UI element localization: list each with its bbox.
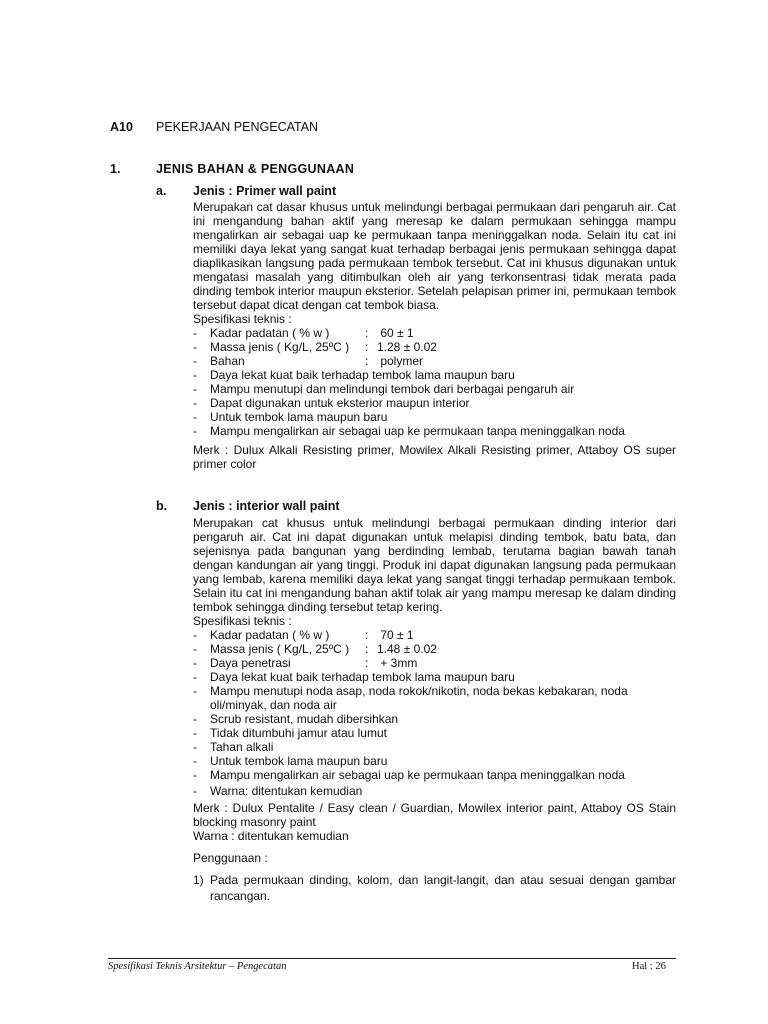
bullet-item: - Untuk tembok lama maupun baru	[193, 754, 388, 768]
bullet-item: - Daya lekat kuat baik terhadap tembok lama maupun baru	[193, 368, 515, 382]
part-a-spec-label: Spesifikasi teknis :	[193, 312, 292, 326]
spec-row: - Daya penetrasi : + 3mm	[193, 656, 418, 670]
section-title: PEKERJAAN PENGECATAN	[156, 120, 319, 134]
spec-row: - Kadar padatan ( % w ) : 60 ± 1	[193, 326, 414, 340]
section-code: A10	[110, 120, 133, 134]
bullet-item: - Daya lekat kuat baik terhadap tembok lama maupun baru	[193, 670, 515, 684]
part-b-spec-label: Spesifikasi teknis :	[193, 614, 292, 628]
footer-document-title: Spesifikasi Teknis Arsitektur – Pengecatan	[108, 961, 287, 972]
bullet-item: - Mampu mengalirkan air sebagai uap ke permukaan tanpa meninggalkan noda	[193, 424, 625, 438]
spec-row: - Kadar padatan ( % w ) : 70 ± 1	[193, 628, 414, 642]
spec-value: 70 ± 1	[377, 628, 414, 642]
part-b-title: Jenis : interior wall paint	[193, 499, 340, 513]
part-b-paragraph: Merupakan cat khusus untuk melindungi berbagai permukaan dinding interior dari pengaruh air. Cat ini dapat digunakan untuk melapisi dinding tembok, batu bata, dan sejenisnya pada bangunan yang berdinding lembab, terutama bagian bawah tanah dengan kandungan air yang tinggi. Produk ini dapat digunakan langsung pada permukaan yang lembab, karena memiliki daya lekat yang sangat tinggi terhadap permukaan tembok. Selain itu cat ini mengandung bahan aktif tolak air yang mampu meresap ke dalam dinding tembok sehingga dinding tersebut tetap kering.	[193, 516, 676, 614]
usage-item	[193, 872, 676, 904]
part-b-body	[193, 516, 676, 904]
spec-value: 60 ± 1	[377, 326, 414, 340]
bullet-item: - Tahan alkali	[193, 740, 274, 754]
bullet-item: - Tidak ditumbuhi jamur atau lumut	[193, 726, 387, 740]
footer-rule	[108, 958, 676, 959]
bullet-item: - Dapat digunakan untuk eksterior maupun interior	[193, 396, 470, 410]
spec-value: 1.48 ± 0.02	[377, 642, 437, 656]
spec-row: - Bahan : polymer	[193, 354, 424, 368]
part-b-warna: Warna : ditentukan kemudian	[193, 829, 349, 843]
spec-label: Bahan	[210, 354, 245, 368]
footer-page-number: Hal : 26	[632, 961, 666, 972]
spec-label: Kadar padatan ( % w )	[210, 326, 330, 340]
bullet-item: - Warna: ditentukan kemudian	[193, 784, 363, 798]
bullet-item: - Untuk tembok lama maupun baru	[193, 410, 388, 424]
heading-title: JENIS BAHAN & PENGGUNAAN	[156, 162, 355, 176]
heading-number: 1.	[110, 162, 121, 176]
bullet-item: - Mampu mengalirkan air sebagai uap ke permukaan tanpa meninggalkan noda	[193, 768, 625, 782]
spec-label: Daya penetrasi	[210, 656, 291, 670]
spec-value: + 3mm	[377, 656, 418, 670]
usage-label: Penggunaan :	[193, 851, 268, 865]
usage-number: 1)	[193, 873, 204, 887]
spec-label: Massa jenis ( Kg/L, 25ºC )	[210, 642, 350, 656]
usage-text: Pada permukaan dinding, kolom, dan langit-langit, dan atau sesuai dengan gambar rancangan.	[210, 873, 676, 903]
part-a-letter: a.	[156, 184, 167, 198]
spec-value: 1.28 ± 0.02	[377, 340, 437, 354]
spec-label: Massa jenis ( Kg/L, 25ºC )	[210, 340, 350, 354]
spec-value: polymer	[377, 354, 424, 368]
bullet-item: - Mampu menutupi noda asap, noda rokok/nikotin, noda bekas kebakaran, noda oli/minyak, dan noda air	[193, 684, 628, 712]
spec-label: Kadar padatan ( % w )	[210, 628, 330, 642]
part-a-body	[193, 200, 676, 471]
spec-row: - Massa jenis ( Kg/L, 25ºC ) : 1.28 ± 0.02	[193, 340, 437, 354]
bullet-item: - Scrub resistant, mudah dibersihkan	[193, 712, 399, 726]
part-a-title: Jenis : Primer wall paint	[193, 184, 337, 198]
bullet-item: - Mampu menutupi dan melindungi tembok dari berbagai pengaruh air	[193, 382, 575, 396]
spec-row: - Massa jenis ( Kg/L, 25ºC ) : 1.48 ± 0.02	[193, 642, 437, 656]
part-b-merk: Merk : Dulux Pentalite / Easy clean / Guardian, Mowilex interior paint, Attaboy OS Stain blocking masonry paint	[193, 801, 676, 829]
part-a-paragraph: Merupakan cat dasar khusus untuk melindungi berbagai permukaan dari pengaruh air. Cat ini mengandung bahan aktif yang meresap ke dalam permukaan sehingga mampu mengalirkan air sebagai uap ke permukaan tanpa meninggalkan noda. Selain itu cat ini memiliki daya lekat yang sangat kuat terhadap berbagai jenis permukaan sehingga dapat diaplikasikan langsung pada permukaan tembok tersebut. Cat ini khusus digunakan untuk mengatasi masalah yang ditimbulkan oleh air yang terkonsentrasi tidak merata pada dinding tembok interior maupun eksterior. Setelah pelapisan primer ini, permukaan tembok tersebut dapat dicat dengan cat tembok biasa.	[193, 200, 676, 312]
part-a-merk: Merk : Dulux Alkali Resisting primer, Mowilex Alkali Resisting primer, Attaboy OS super primer color	[193, 443, 676, 471]
part-b-letter: b.	[156, 499, 168, 513]
